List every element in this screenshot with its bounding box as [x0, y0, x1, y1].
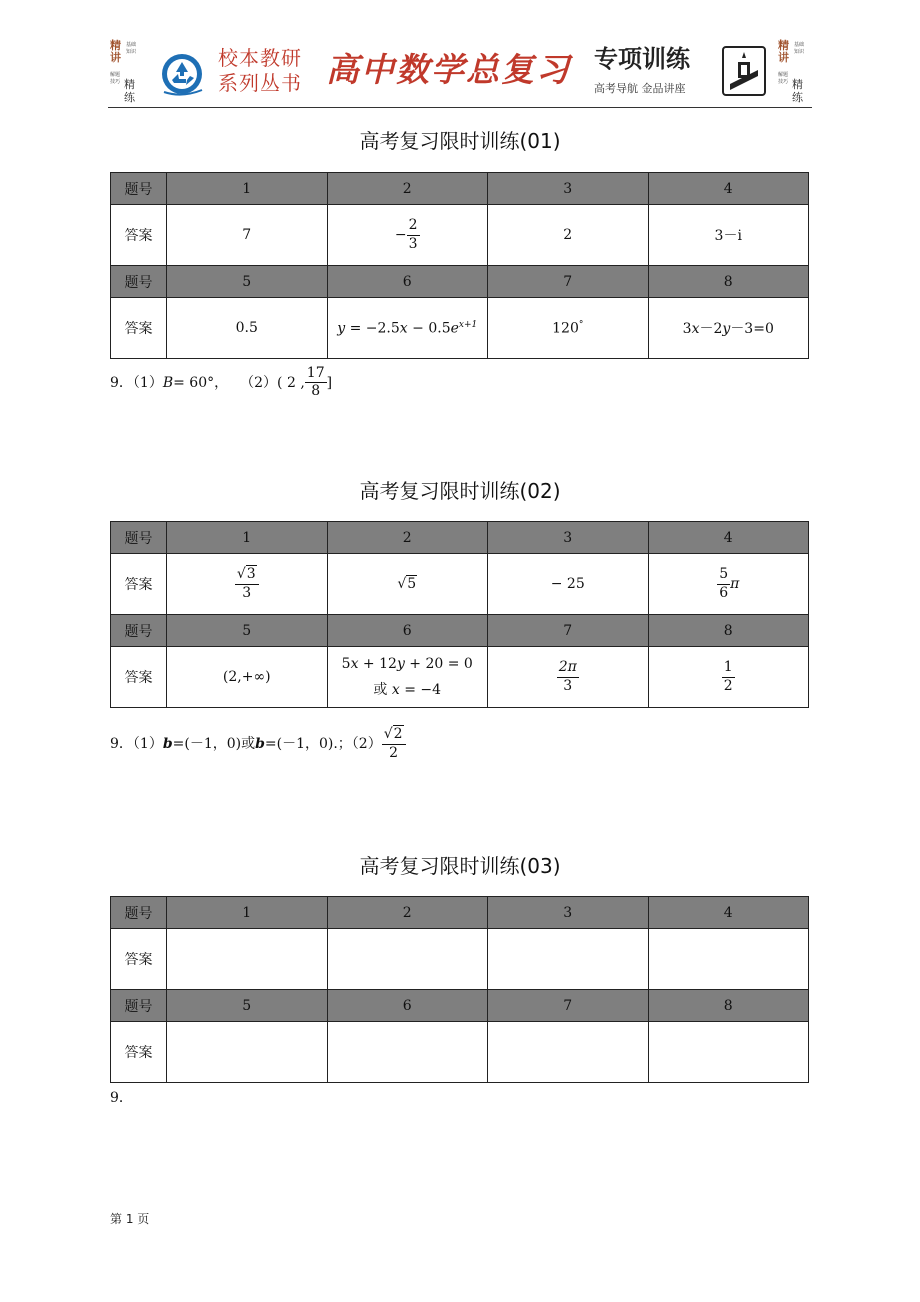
fraction [557, 660, 579, 694]
question-9-answer-02 [110, 724, 406, 764]
answer-cell [327, 929, 488, 990]
answer-table-01 [110, 172, 809, 359]
var-x: x [350, 656, 359, 672]
denominator: 3 [408, 235, 418, 252]
section-title-03: 高考复习限时训练(03) [359, 854, 561, 878]
question-number: 8 [648, 990, 809, 1022]
question-number: 7 [488, 615, 649, 647]
table-row [111, 266, 809, 298]
table-row [111, 647, 809, 708]
question-number: 5 [167, 266, 328, 298]
numerator [235, 567, 259, 584]
denominator: 6 [719, 584, 729, 601]
section-title-02: 高考复习限时训练(02) [359, 479, 561, 503]
numerator: 5 [717, 567, 730, 584]
badge-right [776, 40, 810, 102]
question-9-answer-01 [110, 366, 332, 400]
expr: 3 [682, 321, 692, 337]
fraction [305, 366, 327, 400]
radicand: 3 [246, 566, 256, 583]
series-line1: 校本教研 [218, 46, 302, 70]
answer-cell [327, 298, 488, 359]
answer-cell [167, 1022, 328, 1083]
badge-left [108, 40, 142, 102]
page-header [108, 40, 812, 108]
var-y: y [396, 656, 405, 672]
badge-small: 基础知识 [126, 42, 137, 55]
answer-cell [488, 1022, 649, 1083]
badge-big: 精练 [124, 78, 135, 104]
question-number: 8 [648, 266, 809, 298]
expr: 5 [341, 656, 351, 672]
question-9-answer-03 [110, 1088, 133, 1108]
question-number: 6 [327, 266, 488, 298]
radicand: 5 [407, 576, 417, 592]
answer-label: 答案 [111, 554, 167, 615]
table-row [111, 990, 809, 1022]
q9-part2: （2） [240, 374, 278, 391]
var-x: x [691, 321, 700, 337]
answer-label: 答案 [111, 647, 167, 708]
q9-prefix: 9． [110, 1090, 133, 1106]
answer-label: 答案 [111, 205, 167, 266]
answer-label: 答案 [111, 1022, 167, 1083]
table-row [111, 173, 809, 205]
table-row [111, 929, 809, 990]
answer-cell: 3－i [648, 205, 809, 266]
question-label: 题号 [111, 897, 167, 929]
answer-cell [488, 647, 649, 708]
radicand: 2 [393, 726, 403, 743]
question-number: 5 [167, 615, 328, 647]
vector-b: b [255, 736, 265, 752]
q9-bracket: ( 2 , [277, 374, 305, 391]
exponent: x+1 [458, 319, 478, 330]
expr: －2 [699, 321, 723, 337]
answer-cell: 7 [167, 205, 328, 266]
header-subtitle: 高考导航 金品讲座 [594, 82, 686, 95]
badge-small2: 解题技巧 [110, 72, 121, 85]
answer-table-03 [110, 896, 809, 1083]
answer-cell [327, 647, 488, 708]
table-row [111, 554, 809, 615]
section-title-01: 高考复习限时训练(01) [359, 129, 561, 153]
table-row [111, 615, 809, 647]
var-x: x [399, 320, 408, 337]
badge-small2: 解题技巧 [778, 72, 789, 85]
answer-cell [167, 554, 328, 615]
numerator: 2π [557, 660, 579, 677]
question-label: 题号 [111, 615, 167, 647]
main-title: 高中数学总复习 [326, 50, 571, 89]
var-x: x [391, 682, 400, 698]
answer-cell [167, 929, 328, 990]
question-number: 4 [648, 522, 809, 554]
table-row [111, 205, 809, 266]
answer-table-02 [110, 521, 809, 708]
answer-label: 答案 [111, 298, 167, 359]
numerator [382, 727, 406, 744]
series-name [218, 46, 318, 96]
denominator: 3 [563, 677, 573, 694]
question-number: 1 [167, 522, 328, 554]
answer-cell [648, 554, 809, 615]
header-divider [108, 107, 812, 108]
sqrt: √3 [236, 566, 256, 583]
book-desk-icon-graphic [724, 48, 764, 94]
var-e: e [450, 320, 459, 337]
answer-cell: 0.5 [167, 298, 328, 359]
answer-cell [488, 929, 649, 990]
q9-text: = 60°， [173, 374, 229, 391]
numerator: 2 [407, 218, 420, 235]
answer-cell [488, 298, 649, 359]
answer-cell [327, 1022, 488, 1083]
expr: − 0.5 [407, 320, 451, 337]
fraction [722, 660, 735, 694]
equation-line [328, 651, 488, 677]
answer-cell [327, 205, 488, 266]
answer-cell [648, 1022, 809, 1083]
denominator: 3 [242, 584, 252, 601]
answer-cell [648, 298, 809, 359]
fraction [407, 218, 420, 252]
answer-cell [648, 929, 809, 990]
denominator: 8 [311, 383, 321, 400]
question-label: 题号 [111, 522, 167, 554]
question-number: 2 [327, 897, 488, 929]
fraction [235, 567, 259, 601]
question-number: 6 [327, 615, 488, 647]
book-desk-icon [722, 46, 766, 96]
page-number: 第 1 页 [110, 1212, 150, 1226]
special-title: 专项训练 [594, 45, 690, 73]
angle-value: 120 [552, 320, 579, 337]
var-y: y [722, 321, 731, 337]
answer-cell: (2,+∞) [167, 647, 328, 708]
question-number: 3 [488, 522, 649, 554]
table-row [111, 298, 809, 359]
badge-jj: 精讲 [110, 39, 121, 64]
q9-prefix: 9．（1） [110, 736, 163, 752]
equation-line [328, 677, 488, 703]
question-number: 1 [167, 173, 328, 205]
question-number: 7 [488, 266, 649, 298]
series-line2: 系列丛书 [218, 71, 302, 95]
minus-sign: − [394, 227, 407, 243]
answer-cell: − 25 [488, 554, 649, 615]
q9-text: =(－1，0).；（2） [264, 736, 382, 752]
expr: = −2.5 [345, 320, 400, 337]
question-number: 4 [648, 173, 809, 205]
degree-sign: ° [578, 319, 584, 330]
q9-prefix: 9．（1） [110, 374, 163, 391]
var-B: B [162, 374, 174, 391]
question-label: 题号 [111, 990, 167, 1022]
table-row [111, 897, 809, 929]
question-number: 5 [167, 990, 328, 1022]
table-row [111, 1022, 809, 1083]
expr: 或 [373, 682, 392, 698]
denominator: 2 [723, 677, 733, 694]
badge-small: 基础知识 [794, 42, 805, 55]
fraction [717, 567, 730, 601]
q9-text: =(－1，0)或 [172, 736, 256, 752]
answer-cell: 2 [488, 205, 649, 266]
q9-close: ] [326, 374, 333, 391]
numerator: 17 [305, 366, 327, 383]
expr: + 20 = 0 [404, 656, 473, 672]
question-label: 题号 [111, 173, 167, 205]
vector-b: b [162, 736, 173, 752]
question-number: 4 [648, 897, 809, 929]
sqrt: √5 [397, 576, 417, 592]
pi-symbol: π [730, 576, 740, 592]
badge-big: 精练 [792, 78, 803, 104]
question-number: 3 [488, 897, 649, 929]
var-y: y [337, 320, 346, 337]
denominator: 2 [389, 744, 399, 761]
numerator: 1 [722, 660, 735, 677]
question-label: 题号 [111, 266, 167, 298]
sqrt: √2 [383, 726, 403, 743]
question-number: 2 [327, 522, 488, 554]
expr: + 12 [358, 656, 397, 672]
question-number: 6 [327, 990, 488, 1022]
answer-label: 答案 [111, 929, 167, 990]
answer-cell [648, 647, 809, 708]
fraction [382, 727, 406, 761]
question-number: 3 [488, 173, 649, 205]
question-number: 1 [167, 897, 328, 929]
question-number: 2 [327, 173, 488, 205]
expr: = −4 [399, 682, 442, 698]
question-number: 8 [648, 615, 809, 647]
expr: －3=0 [730, 321, 774, 337]
table-row [111, 522, 809, 554]
answer-cell [327, 554, 488, 615]
badge-jj: 精讲 [778, 39, 789, 64]
recycle-logo-icon [160, 52, 204, 96]
question-number: 7 [488, 990, 649, 1022]
